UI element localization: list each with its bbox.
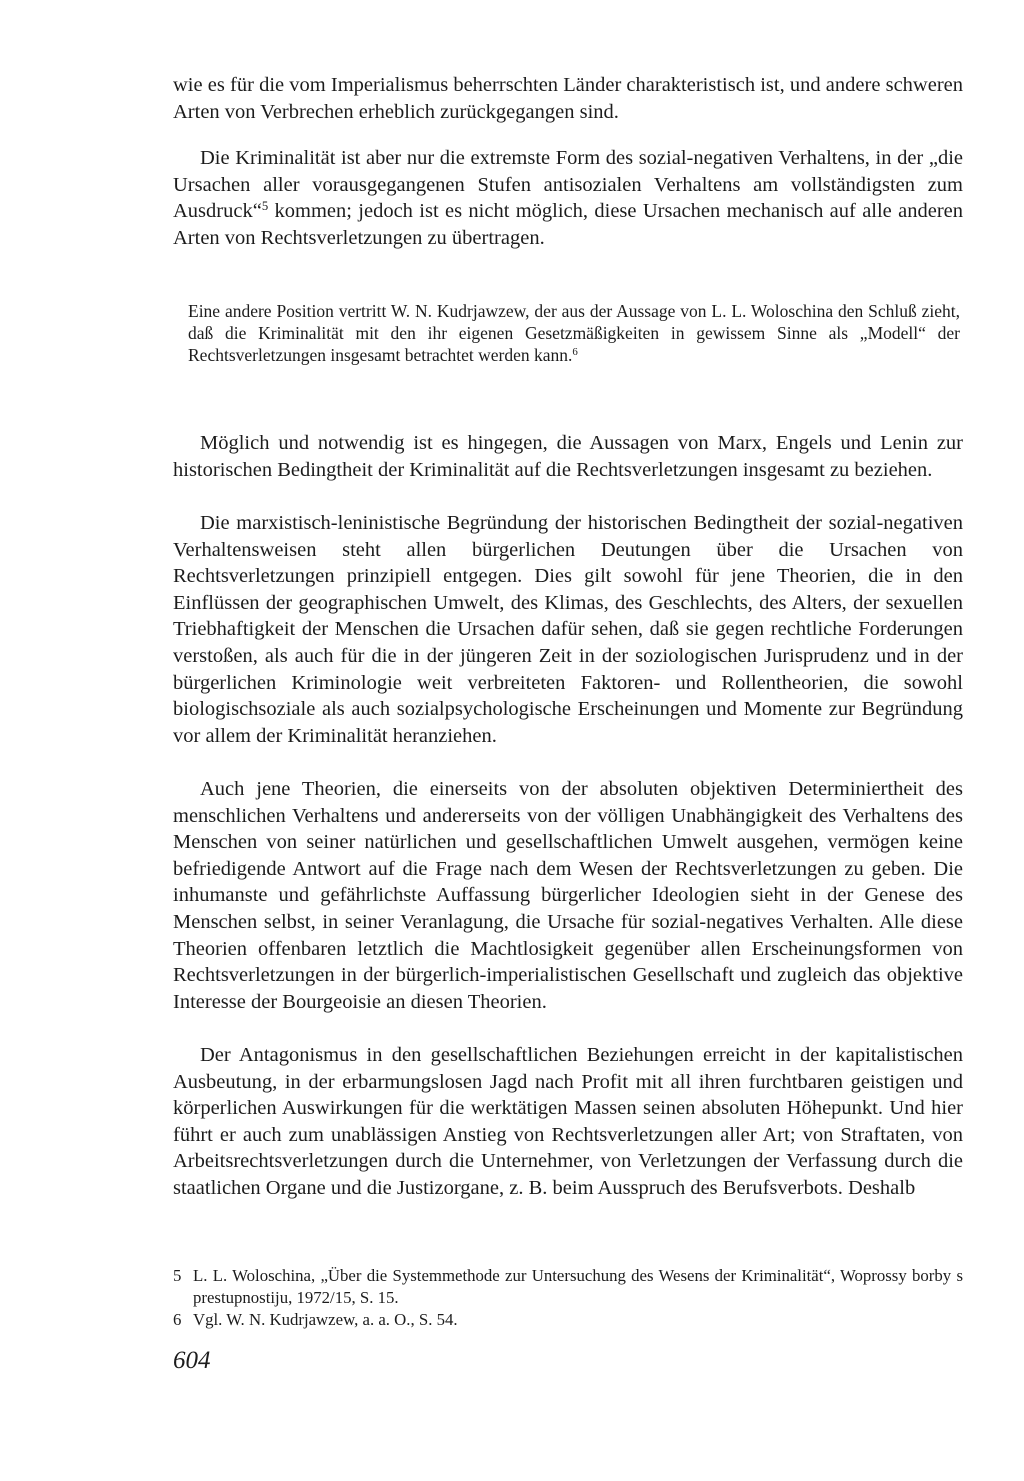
paragraph-marx-engels-lenin: Möglich und notwendig ist es hingegen, die Aussagen von Marx, Engels und Lenin zur historischen Bedingtheit der Kriminalität auf die Rechtsverletzungen insgesamt zu beziehen.: [173, 432, 963, 481]
footnote-text: Vgl. W. N. Kudrjawzew, a. a. O., S. 54.: [193, 1310, 458, 1329]
indented-quote: Eine andere Position vertritt W. N. Kudrjawzew, der aus der Aussage von L. L. Woloschina den Schluß zieht, daß die Kriminalität mit den ihr eigenen Gesetzmäßigkeiten in gewissem Sinne als „Modell“ der Rechtsverletzungen insgesamt betrachtet werden kann.$^6$: [188, 301, 960, 365]
paragraph-antagonismus: Der Antagonismus in den gesellschaftlichen Beziehungen erreicht in der kapitalistischen Ausbeutung, in der erbarmungslosen Jagd nach Profit mit all ihren furchtbaren geistigen und körperlichen Auswirkungen für die werktätigen Massen seinen absoluten Höhepunkt. Und hier führt er auch zum unablässigen Anstieg von Rechtsverletzungen aller Art; von Straftaten, von Arbeitsrechtsverletzungen durch die Unternehmer, von Verletzungen der Verfassung durch die staatlichen Organe und die Justizorgane, z. B. beim Ausspruch des Berufsverbots. Deshalb: [173, 1044, 963, 1199]
paragraph-continuation: wie es für die vom Imperialismus beherrschten Länder charakteristisch ist, und andere schweren Arten von Verbrechen erheblich zurückgegangen sind.: [173, 74, 963, 123]
paragraph-buergerliche-deutungen: Die marxistisch-leninistische Begründung der historischen Bedingtheit der sozial-negativen Verhaltensweisen steht allen bürgerlichen Deutungen über die Ursachen von Rechtsverletzungen prinzipiell entgegen. Dies gilt sowohl für jene Theorien, die in den Einflüssen der geographischen Umwelt, des Klimas, des Geschlechts, des Alters, der sexuellen Triebhaftigkeit der Menschen die Ursachen dafür sehen, daß sie gegen rechtliche Forderungen verstoßen, als auch für die in der jüngeren Zeit in der soziologischen Jurisprudenz und in der bürgerlichen Kriminologie weit verbreiteten Faktoren- und Rollentheorien, die sowohl biologischsoziale als auch sozialpsychologische Erscheinungen und Momente zur Begründung vor allem der Kriminalität heranziehen.: [173, 512, 963, 747]
footnote-ref-6: 6: [572, 346, 578, 359]
footnote-6: [173, 1309, 963, 1331]
paragraph-theorien: Auch jene Theorien, die einerseits von der absoluten objektiven Determiniertheit des menschlichen Verhaltens und andererseits von der völligen Unabhängigkeit des Verhaltens des Menschen von seiner natürlichen und gesellschaftlichen Umwelt ausgehen, vermögen keine befriedigende Antwort auf die Frage nach dem Wesen der Rechtsverletzungen zu geben. Die inhumanste und gefährlichste Auffassung bürgerlicher Ideologien sieht in der Genese des Menschen selbst, in seiner Veranlagung, die Ursache für sozial-negatives Verhalten. Alle diese Theorien offenbaren letztlich die Machtlosigkeit gegenüber allen Erscheinungsformen von Rechtsverletzungen in der bürgerlich-imperialistischen Gesellschaft und zugleich das objektive Interesse der Bourgeoisie an diesen Theorien.: [173, 778, 963, 1013]
footnote-number: 6: [173, 1310, 182, 1329]
footnote-number: 5: [173, 1266, 182, 1285]
paragraph-kriminalitaet: Die Kriminalität ist aber nur die extremste Form des sozial-negativen Verhaltens, in der „die Ursachen aller vorausgegangenen Stufen antisozialen Verhaltens am vollständigsten zum Ausdruck“$^5$ kommen; jedoch ist es nicht möglich, diese Ursachen mechanisch auf alle anderen Arten von Rechtsverletzungen zu übertragen.: [173, 147, 963, 249]
footnote-ref-5: 5: [261, 199, 269, 214]
page-number: 604: [173, 1347, 211, 1374]
footnote-text: L. L. Woloschina, „Über die Systemmethode zur Untersuchung des Wesens der Kriminalität“, Woprossy borby s prestupnostiju, 1972/15, S. 15.: [193, 1266, 963, 1307]
footnote-5: [173, 1265, 963, 1308]
